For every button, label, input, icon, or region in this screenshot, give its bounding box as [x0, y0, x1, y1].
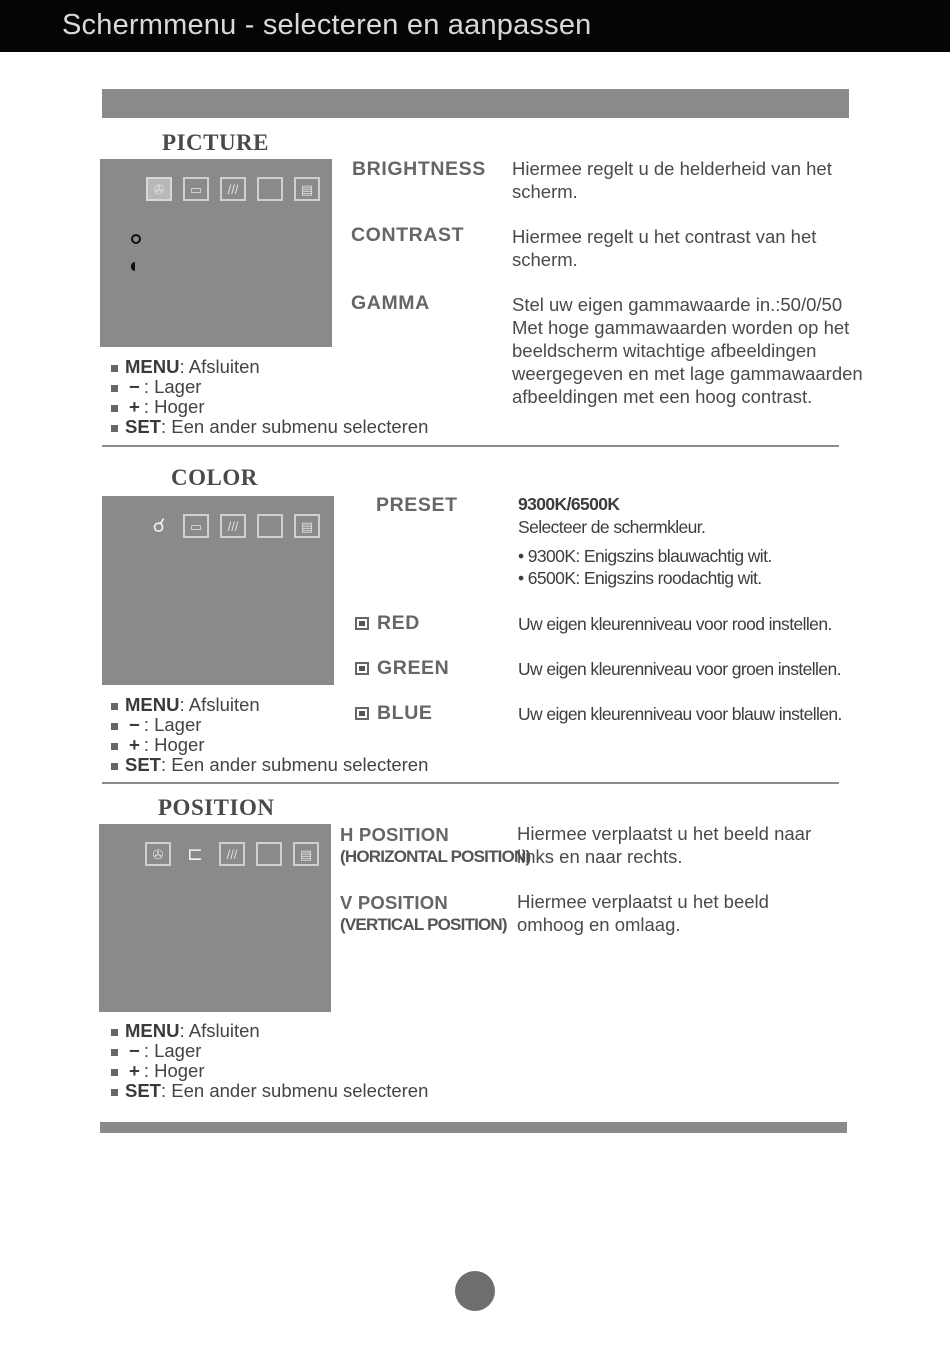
preset-bullet-6500k: • 6500K: Enigszins roodachtig wit. [518, 568, 762, 588]
contrast-desc: Hiermee regelt u het contrast van het scherm. [512, 226, 817, 270]
special-icon: ▤ [293, 842, 319, 866]
blue-label: BLUE [355, 702, 432, 725]
gamma-label: GAMMA [351, 292, 430, 314]
section-title-picture: PICTURE [162, 130, 270, 155]
top-band [102, 89, 849, 118]
picture-icon: ✇ [146, 177, 172, 201]
picture-osd-panel [100, 159, 332, 347]
color-icon: ☌ [152, 515, 166, 537]
osd-icon-row [146, 177, 320, 201]
contrast-label: CONTRAST [351, 224, 465, 246]
tracking-icon: /// [220, 514, 246, 538]
position-osd-panel [99, 824, 331, 1012]
position-icon: ▭ [183, 514, 209, 538]
contrast-indicator-icon [131, 262, 135, 271]
preset-desc: Selecteer de schermkleur. [518, 517, 706, 537]
v-position-sublabel: (VERTICAL POSITION) [340, 915, 507, 934]
setup-icon [257, 514, 283, 538]
green-desc: Uw eigen kleurenniveau voor groen instellen. [518, 659, 841, 679]
red-label: RED [355, 612, 420, 635]
setup-icon [257, 177, 283, 201]
page-number-dot [455, 1271, 495, 1311]
blue-swatch-icon [355, 707, 369, 720]
h-position-desc: Hiermee verplaatst u het beeld naar links en naar rechts. [517, 823, 812, 867]
setup-icon [256, 842, 282, 866]
section-title-position: POSITION [158, 795, 275, 820]
position-legend: MENU : Afsluiten − : Lager + : Hoger SET : Een ander submenu selecteren [111, 1021, 428, 1101]
red-swatch-icon [355, 617, 369, 630]
picture-icon: ✇ [145, 842, 171, 866]
section-title-color: COLOR [171, 465, 258, 490]
preset-bullet-9300k: • 9300K: Enigszins blauwachtig wit. [518, 546, 772, 566]
preset-heading: 9300K/6500K [518, 494, 620, 514]
blue-desc: Uw eigen kleurenniveau voor blauw instellen. [518, 704, 842, 724]
special-icon: ▤ [294, 177, 320, 201]
v-position-label: V POSITION [340, 892, 448, 913]
position-icon: ⊏ [187, 843, 203, 865]
h-position-label: H POSITION [340, 824, 449, 845]
picture-legend: MENU : Afsluiten − : Lager + : Hoger SET : Een ander submenu selecteren [111, 357, 428, 437]
special-icon: ▤ [294, 514, 320, 538]
color-osd-panel [102, 496, 334, 685]
page-title: Schermmenu - selecteren en aanpassen [62, 9, 592, 41]
brightness-desc: Hiermee regelt u de helderheid van het scherm. [512, 158, 832, 202]
gamma-desc: Stel uw eigen gammawaarde in.:50/0/50 Met hoge gammawaarden worden op het beeldscherm witachtige afbeeldingen weergegeven en met lage gammawaarden afbeeldingen met een hoog contrast. [512, 294, 863, 407]
position-icon: ▭ [183, 177, 209, 201]
divider [102, 445, 839, 447]
divider [102, 782, 839, 784]
osd-icon-row [145, 842, 319, 866]
tracking-icon: /// [219, 842, 245, 866]
v-position-desc: Hiermee verplaatst u het beeld omhoog en omlaag. [517, 891, 769, 935]
osd-icon-row [146, 514, 320, 538]
green-swatch-icon [355, 662, 369, 675]
red-desc: Uw eigen kleurenniveau voor rood instellen. [518, 614, 832, 634]
h-position-sublabel: (HORIZONTAL POSITION) [340, 847, 531, 866]
green-label: GREEN [355, 657, 449, 680]
brightness-indicator-icon [131, 234, 141, 244]
color-legend: MENU : Afsluiten − : Lager + : Hoger SET : Een ander submenu selecteren [111, 695, 428, 775]
preset-label: PRESET [376, 494, 458, 516]
header-bar [0, 0, 950, 52]
brightness-label: BRIGHTNESS [352, 158, 486, 180]
tracking-icon: /// [220, 177, 246, 201]
bottom-band [100, 1122, 847, 1133]
